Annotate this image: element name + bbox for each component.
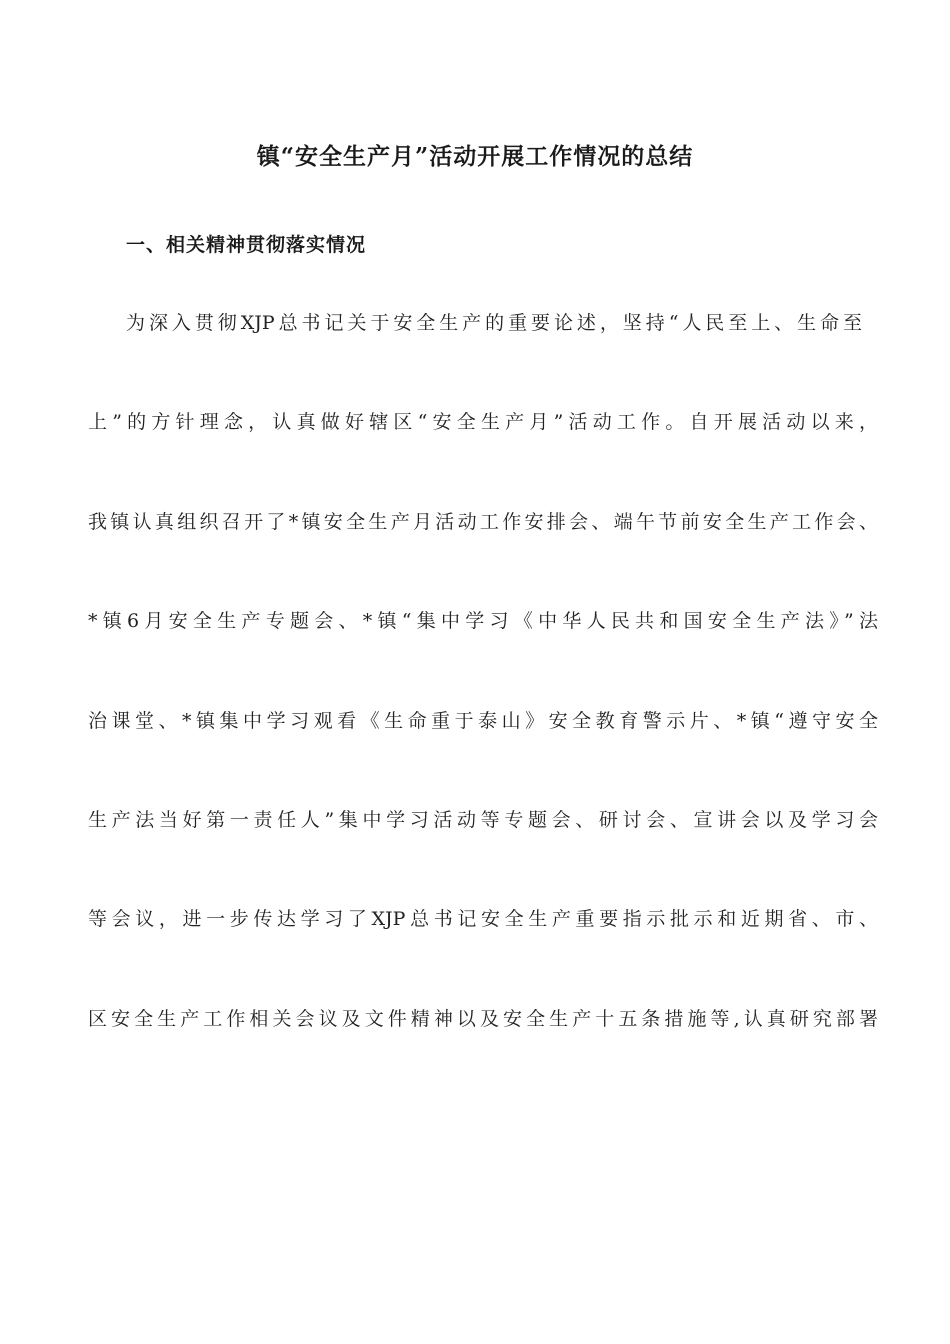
paragraph-line: 我镇认真组织召开了*镇安全生产月活动工作安排会、端午节前安全生产工作会、 — [88, 511, 878, 533]
section-heading: 一、相关精神贯彻落实情况 — [126, 234, 367, 256]
paragraph-line: 治课堂、*镇集中学习观看《生命重于泰山》安全教育警示片、*镇“遵守安全 — [88, 710, 878, 732]
paragraph-line: 区安全生产工作相关会议及文件精神以及安全生产十五条措施等,认真研究部署 — [88, 1008, 878, 1030]
paragraph-line: 上”的方针理念，认真做好辖区“安全生产月”活动工作。自开展活动以来， — [88, 411, 878, 433]
paragraph-line: 为深入贯彻XJP总书记关于安全生产的重要论述，坚持“人民至上、生命至 — [126, 312, 862, 334]
document-title: 镇“安全生产月”活动开展工作情况的总结 — [256, 143, 694, 170]
paragraph-line: 生产法当好第一责任人”集中学习活动等专题会、研讨会、宣讲会以及学习会 — [88, 809, 878, 831]
paragraph-line: *镇6月安全生产专题会、*镇“集中学习《中华人民共和国安全生产法》”法 — [88, 610, 878, 632]
paragraph-line: 等会议，进一步传达学习了XJP总书记安全生产重要指示批示和近期省、市、 — [88, 908, 878, 930]
